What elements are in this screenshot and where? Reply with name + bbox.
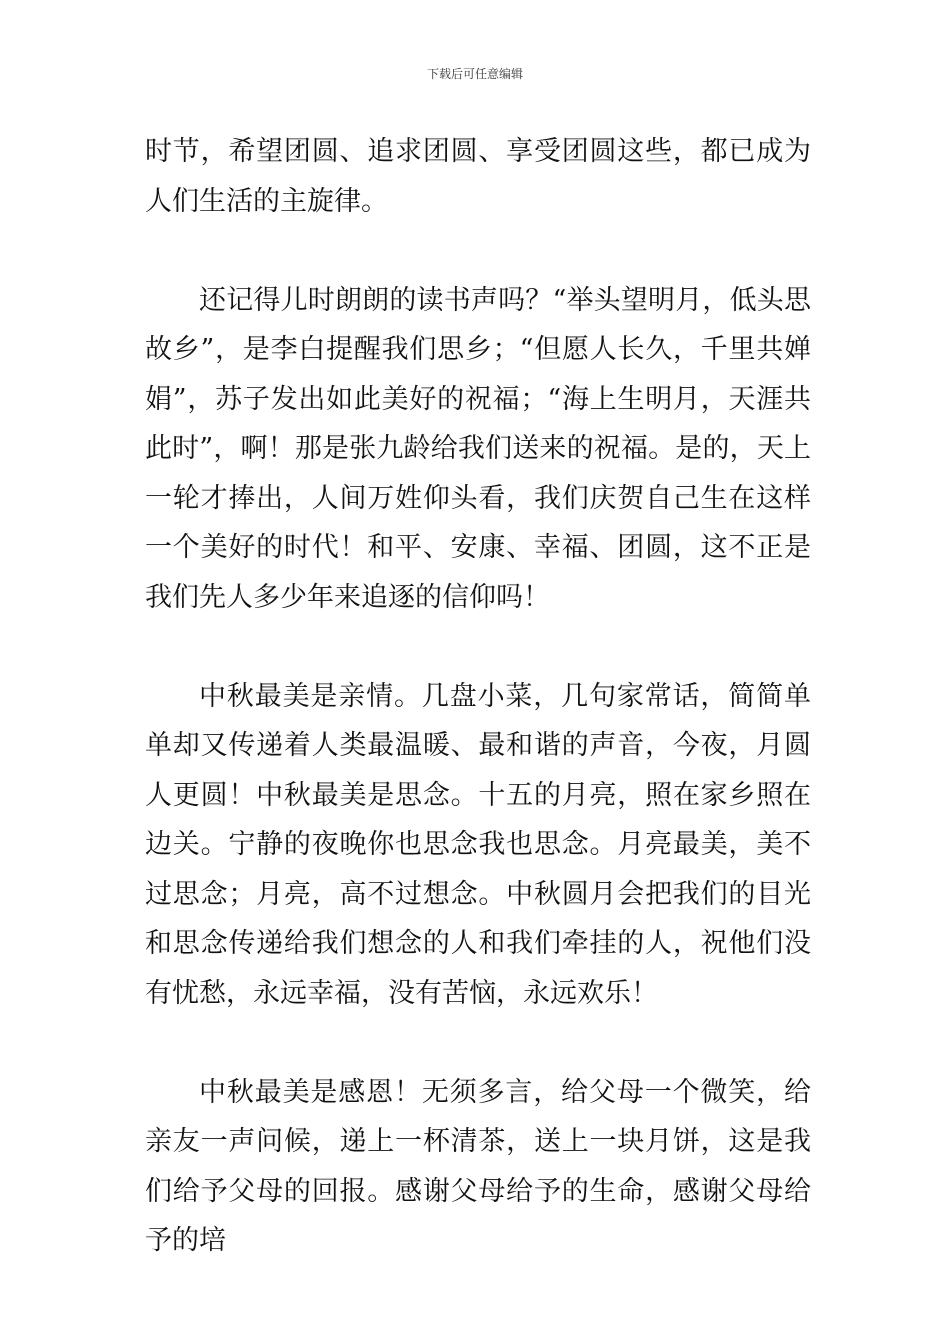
paragraph-4: 中秋最美是感恩！无须多言，给父母一个微笑，给亲友一声问候，递上一杯清茶，送上一块月饼，这是我们给予父母的回报。感谢父母给予的生命，感谢父母给予的培 <box>145 1076 811 1256</box>
paragraph-2: 还记得儿时朗朗的读书声吗？“举头望明月，低头思故乡”，是李白提醒我们思乡；“但愿人长久，千里共婵娟”，苏子发出如此美好的祝福；“海上生明月，天涯共此时”，啊！那是张九龄给我们送来的祝福。是的，天上一轮才捧出，人间万姓仰头看，我们庆贺自己生在这样一个美好的时代！和平、安康、幸福、团圆，这不正是我们先人多少年来追逐的信仰吗！ <box>145 284 811 613</box>
page-header-note: 下载后可任意编辑 <box>426 67 523 81</box>
paragraph-3: 中秋最美是亲情。几盘小菜，几句家常话，简简单单却又传递着人类最温暖、最和谐的声音，今夜，月圆人更圆！中秋最美是思念。十五的月亮，照在家乡照在边关。宁静的夜晚你也思念我也思念。月亮最美，美不过思念；月亮，高不过想念。中秋圆月会把我们的目光和思念传递给我们想念的人和我们牵挂的人，祝他们没有忧愁，永远幸福，没有苦恼，永远欢乐！ <box>145 680 811 1009</box>
paragraph-gap <box>145 622 811 672</box>
paragraph-gap <box>145 1018 811 1068</box>
document-body <box>145 127 811 1266</box>
paragraph-gap <box>145 226 811 276</box>
paragraph-1: 时节，希望团圆、追求团圆、享受团圆这些，都已成为人们生活的主旋律。 <box>145 136 811 217</box>
